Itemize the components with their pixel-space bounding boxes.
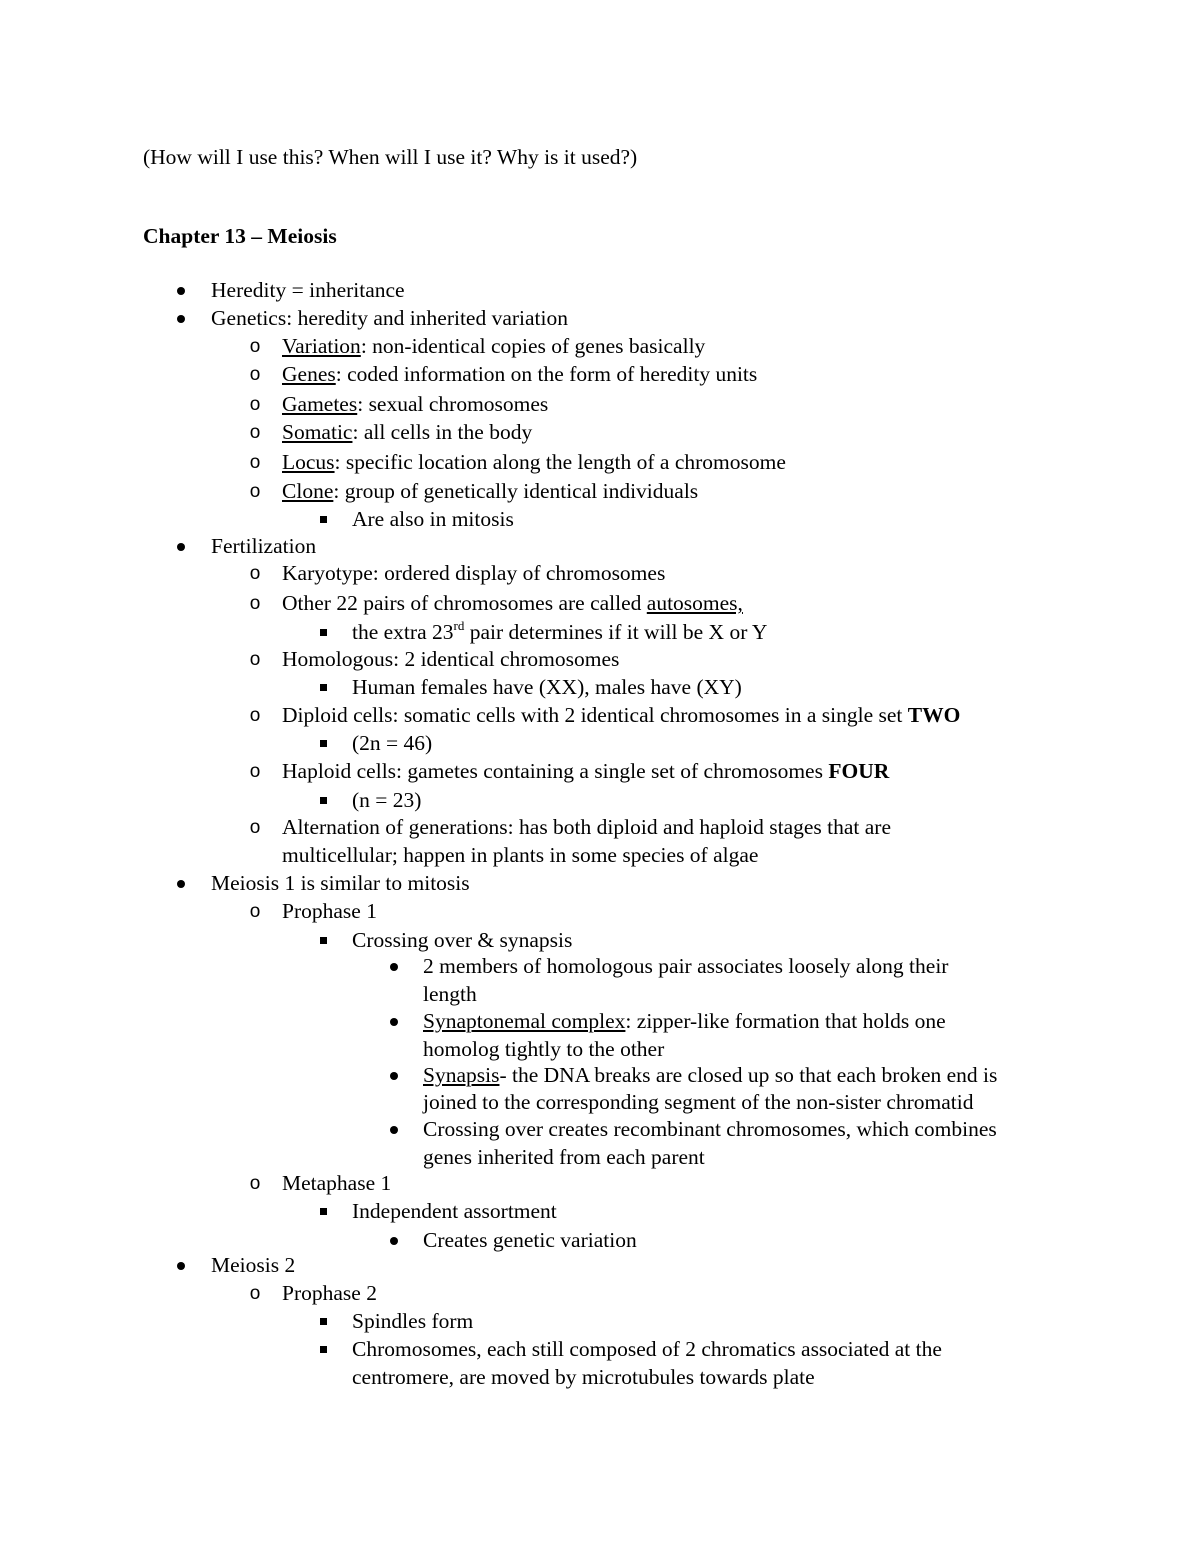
- list-item: Karyotype: ordered display of chromosomes: [282, 561, 666, 585]
- definition: - the DNA breaks are closed up so that each broken end is: [499, 1063, 998, 1087]
- bullet-square-icon: [316, 1198, 330, 1225]
- text: the extra 23: [352, 620, 454, 644]
- list-item: Metaphase 1: [282, 1171, 392, 1195]
- list-item: Independent assortment: [352, 1199, 557, 1223]
- bullet-circle-icon: o: [249, 901, 261, 922]
- list-item: Spindles form: [352, 1309, 474, 1333]
- list-item-continued: homolog tightly to the other: [423, 1037, 665, 1061]
- definition: : zipper-like formation that holds one: [625, 1009, 946, 1033]
- list-item: [282, 449, 786, 476]
- bullet-circle-icon: o: [249, 761, 261, 782]
- list-item: Meiosis 2: [211, 1253, 296, 1277]
- definition: : group of genetically identical individuals: [333, 479, 699, 503]
- superscript: rd: [453, 618, 465, 633]
- bullet-disc-icon: [387, 1116, 401, 1143]
- list-item: [423, 1062, 997, 1089]
- list-item: Crossing over & synapsis: [352, 928, 573, 952]
- bullet-circle-icon: o: [249, 364, 261, 385]
- list-item: [282, 391, 548, 418]
- bullet-square-icon: [316, 730, 330, 757]
- list-item-continued: centromere, are moved by microtubules towards plate: [352, 1365, 815, 1389]
- term-somatic: Somatic: [282, 420, 353, 444]
- definition: : non-identical copies of genes basically: [360, 334, 706, 358]
- bullet-circle-icon: o: [249, 336, 261, 357]
- text: Diploid cells: somatic cells with 2 identical chromosomes in a single set: [282, 703, 908, 727]
- bullet-disc-icon: [387, 953, 401, 980]
- list-item: 2 members of homologous pair associates loosely along their: [423, 954, 949, 978]
- bullet-circle-icon: o: [249, 422, 261, 443]
- definition: : all cells in the body: [352, 420, 533, 444]
- list-item: (2n = 46): [352, 731, 433, 755]
- list-item: Heredity = inheritance: [211, 278, 405, 302]
- list-item: Prophase 2: [282, 1281, 377, 1305]
- bullet-square-icon: [316, 619, 330, 646]
- list-item-continued: joined to the corresponding segment of the non-sister chromatid: [423, 1090, 974, 1114]
- bullet-square-icon: [316, 927, 330, 954]
- list-item-continued: length: [423, 982, 477, 1006]
- bullet-circle-icon: o: [249, 481, 261, 502]
- list-item: Homologous: 2 identical chromosomes: [282, 647, 620, 671]
- list-item-continued: genes inherited from each parent: [423, 1145, 705, 1169]
- bullet-disc-icon: [174, 870, 188, 897]
- list-item: (n = 23): [352, 788, 422, 812]
- bullet-circle-icon: o: [249, 394, 261, 415]
- term-autosomes: autosomes,: [646, 591, 743, 615]
- list-item: [282, 419, 532, 446]
- list-item: [282, 478, 698, 505]
- bullet-circle-icon: o: [249, 593, 261, 614]
- definition: : specific location along the length of a chromosome: [334, 450, 786, 474]
- list-item: [423, 1008, 946, 1035]
- intro-questions: (How will I use this? When will I use it? Why is it used?): [143, 145, 638, 169]
- bold-text: TWO: [907, 703, 961, 727]
- bullet-square-icon: [316, 787, 330, 814]
- term-variation: Variation: [282, 334, 361, 358]
- bullet-disc-icon: [387, 1062, 401, 1089]
- list-item: Fertilization: [211, 534, 317, 558]
- list-item: Creates genetic variation: [423, 1228, 637, 1252]
- list-item: Crossing over creates recombinant chromosomes, which combines: [423, 1117, 997, 1141]
- bullet-circle-icon: o: [249, 1173, 261, 1194]
- list-item: [282, 702, 960, 729]
- bullet-square-icon: [316, 1336, 330, 1363]
- text: Haploid cells: gametes containing a single set of chromosomes: [282, 759, 829, 783]
- term-synapsis: Synapsis: [423, 1063, 500, 1087]
- bullet-disc-icon: [387, 1008, 401, 1035]
- list-item: Are also in mitosis: [352, 507, 514, 531]
- chapter-heading: Chapter 13 – Meiosis: [143, 224, 337, 248]
- list-item: [352, 619, 767, 646]
- bullet-circle-icon: o: [249, 1283, 261, 1304]
- list-item: Prophase 1: [282, 899, 377, 923]
- bullet-circle-icon: o: [249, 563, 261, 584]
- text: pair determines if it will be X or Y: [464, 620, 768, 644]
- list-item: [282, 361, 757, 388]
- list-item: Chromosomes, each still composed of 2 chromatics associated at the: [352, 1337, 942, 1361]
- text: Other 22 pairs of chromosomes are called: [282, 591, 647, 615]
- bullet-circle-icon: o: [249, 817, 261, 838]
- list-item: Alternation of generations: has both diploid and haploid stages that are: [282, 815, 892, 839]
- bullet-circle-icon: o: [249, 649, 261, 670]
- definition: : coded information on the form of heredity units: [335, 362, 758, 386]
- term-synaptonemal: Synaptonemal complex: [423, 1009, 626, 1033]
- list-item: Genetics: heredity and inherited variation: [211, 306, 569, 330]
- list-item: Human females have (XX), males have (XY): [352, 675, 742, 699]
- bullet-square-icon: [316, 1308, 330, 1335]
- bullet-square-icon: [316, 506, 330, 533]
- bullet-disc-icon: [174, 1252, 188, 1279]
- bullet-square-icon: [316, 674, 330, 701]
- list-item: [282, 333, 705, 360]
- term-genes: Genes: [282, 362, 336, 386]
- definition: : sexual chromosomes: [357, 392, 549, 416]
- term-gametes: Gametes: [282, 392, 358, 416]
- bullet-circle-icon: o: [249, 705, 261, 726]
- bullet-disc-icon: [174, 277, 188, 304]
- list-item: [282, 590, 743, 617]
- list-item-continued: multicellular; happen in plants in some species of algae: [282, 843, 759, 867]
- bullet-disc-icon: [174, 305, 188, 332]
- term-locus: Locus: [282, 450, 335, 474]
- bullet-disc-icon: [387, 1227, 401, 1254]
- term-clone: Clone: [282, 479, 334, 503]
- list-item: [282, 758, 889, 785]
- list-item: Meiosis 1 is similar to mitosis: [211, 871, 470, 895]
- bullet-circle-icon: o: [249, 452, 261, 473]
- bold-text: FOUR: [828, 759, 890, 783]
- bullet-disc-icon: [174, 533, 188, 560]
